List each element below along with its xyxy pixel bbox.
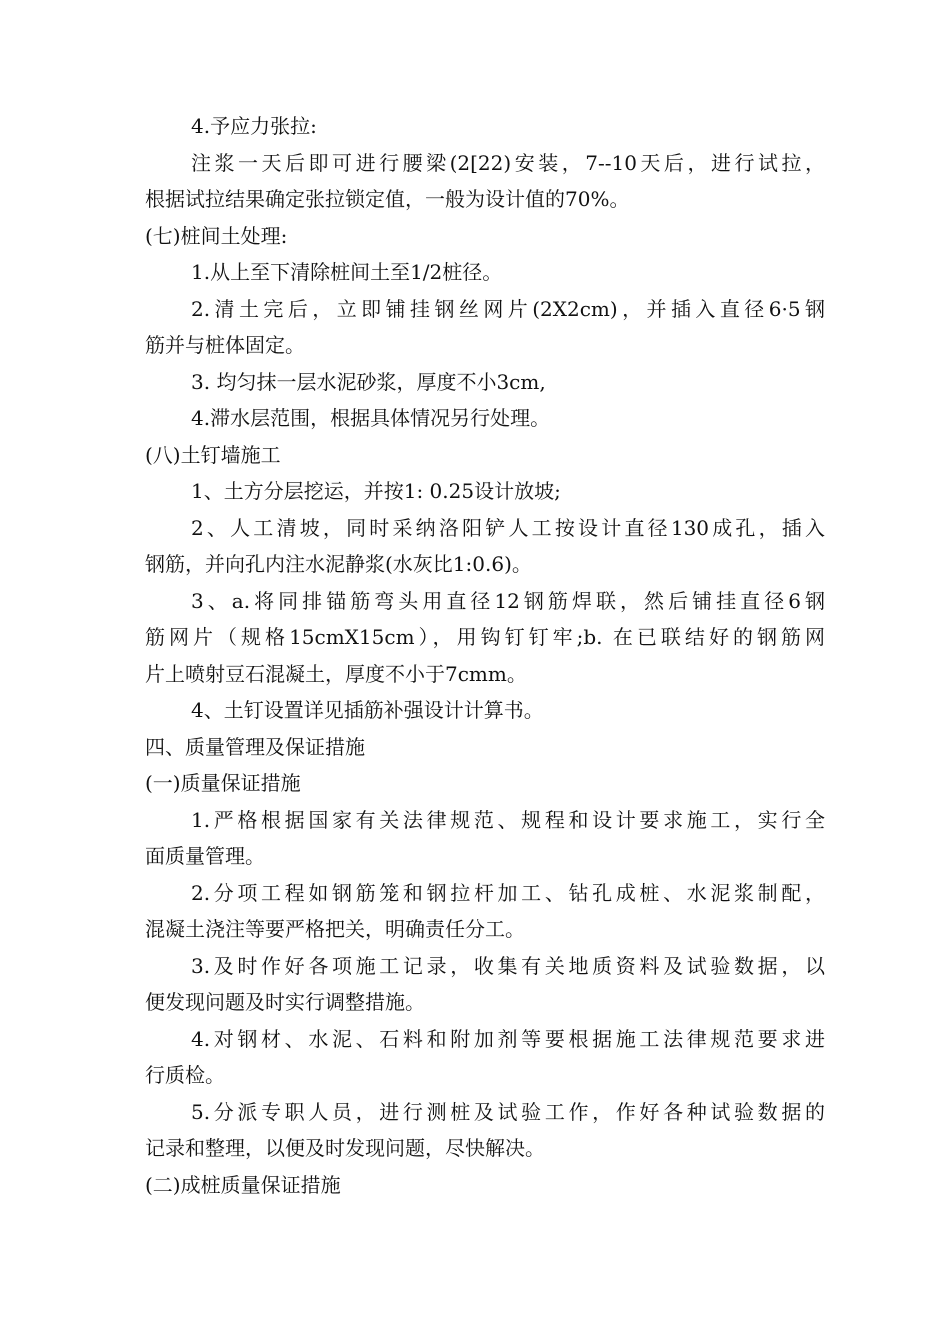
text-line: 1.严格根据国家有关法律规范、规程和设计要求施工，实行全	[191, 807, 825, 832]
document-body	[145, 108, 825, 1203]
text-line: (七)桩间土处理:	[145, 223, 288, 248]
text-line: 钢筋，并向孔内注水泥静浆(水灰比1:0.6)。	[145, 552, 532, 576]
text-line: 2、人工清坡，同时采纳洛阳铲人工按设计直径130成孔，插入	[191, 515, 825, 540]
text-line: (八)土钉墙施工	[145, 442, 281, 467]
text-line: 5.分派专职人员，进行测桩及试验工作，作好各种试验数据的	[191, 1099, 825, 1124]
text-line: 面质量管理。	[145, 844, 265, 868]
text-line: 4、土钉设置详见插筋补强设计计算书。	[191, 698, 544, 722]
text-line: (二)成桩质量保证措施	[145, 1172, 341, 1197]
text-line: 筋网片（规格15cmX15cm），用钩钉钉牢;b. 在已联结好的钢筋网	[145, 625, 825, 649]
text-line: 2.清土完后，立即铺挂钢丝网片(2X2cm)，并插入直径6·5钢	[191, 296, 825, 321]
text-line: 行质检。	[145, 1063, 225, 1087]
text-line: 1、土方分层挖运，并按1: 0.25设计放坡;	[191, 479, 561, 503]
text-line: 1.从上至下清除桩间土至1/2桩径。	[191, 260, 503, 284]
text-line: 记录和整理，以便及时发现问题，尽快解决。	[145, 1136, 545, 1160]
text-line: 片上喷射豆石混凝土，厚度不小于7cmm。	[145, 661, 527, 686]
text-line: 根据试拉结果确定张拉锁定值，一般为设计值的70%。	[145, 187, 630, 211]
text-line: 4.滞水层范围，根据具体情况另行处理。	[191, 406, 551, 430]
text-line: 混凝土浇注等要严格把关，明确责任分工。	[145, 917, 525, 941]
text-line: 3、a.将同排锚筋弯头用直径12钢筋焊联，然后铺挂直径6钢	[191, 588, 825, 613]
text-line: 筋并与桩体固定。	[145, 333, 305, 357]
text-line: 2.分项工程如钢筋笼和钢拉杆加工、钻孔成桩、水泥浆制配，	[191, 880, 825, 905]
text-line: 4.予应力张拉:	[191, 114, 317, 138]
text-line: 3. 均匀抹一层水泥砂浆，厚度不小3cm,	[191, 369, 546, 394]
text-line: 便发现问题及时实行调整措施。	[145, 990, 425, 1014]
text-line: 4.对钢材、水泥、石料和附加剂等要根据施工法律规范要求进	[191, 1026, 825, 1051]
text-line: (一)质量保证措施	[145, 771, 301, 795]
text-line: 3.及时作好各项施工记录，收集有关地质资料及试验数据，以	[191, 953, 825, 978]
text-line: 四、质量管理及保证措施	[145, 734, 365, 759]
text-line: 注浆一天后即可进行腰梁(2[22)安装，7--10天后，进行试拉，	[191, 150, 825, 175]
